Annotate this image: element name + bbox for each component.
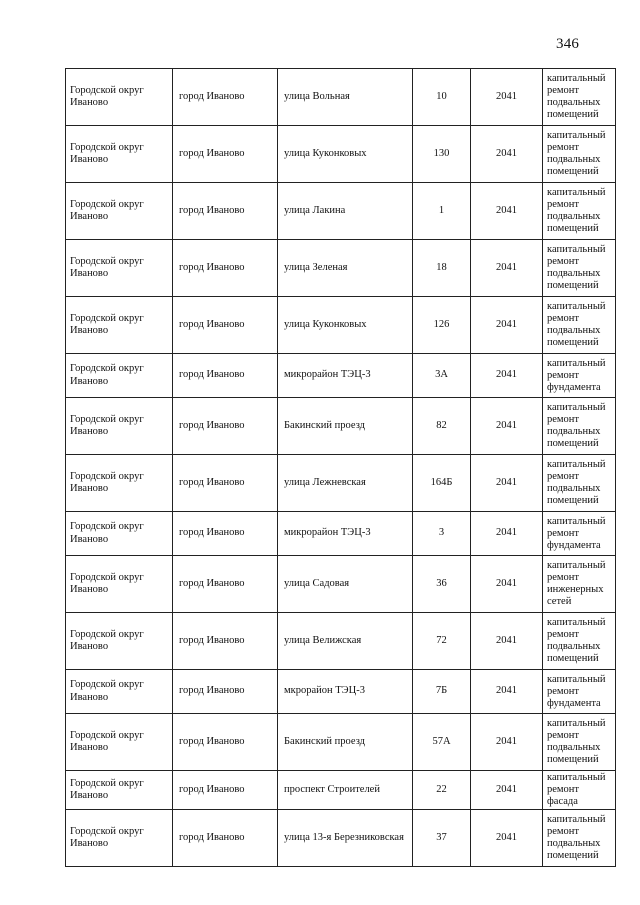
work-type-cell: капитальный ремонт подвальных помещений <box>543 810 616 867</box>
district-cell: Городской округ Иваново <box>66 556 173 613</box>
house-number-cell: 37 <box>413 810 471 867</box>
city-cell: город Иваново <box>173 126 278 183</box>
work-type-cell: капитальный ремонт подвальных помещений <box>543 297 616 354</box>
year-cell: 2041 <box>471 512 543 556</box>
year-cell: 2041 <box>471 69 543 126</box>
city-cell: город Иваново <box>173 69 278 126</box>
district-cell: Городской округ Иваново <box>66 183 173 240</box>
repair-schedule-table <box>65 68 616 867</box>
city-cell: город Иваново <box>173 354 278 398</box>
table-body <box>66 69 616 867</box>
city-cell: город Иваново <box>173 398 278 455</box>
year-cell: 2041 <box>471 183 543 240</box>
street-cell: улица 13-я Березниковская <box>278 810 413 867</box>
city-cell: город Иваново <box>173 613 278 670</box>
table-row <box>66 126 616 183</box>
year-cell: 2041 <box>471 297 543 354</box>
district-cell: Городской округ Иваново <box>66 670 173 714</box>
street-cell: улица Лакина <box>278 183 413 240</box>
table-row <box>66 183 616 240</box>
district-cell: Городской округ Иваново <box>66 455 173 512</box>
year-cell: 2041 <box>471 126 543 183</box>
table-row <box>66 556 616 613</box>
district-cell: Городской округ Иваново <box>66 714 173 771</box>
work-type-cell: капитальный ремонт фундамента <box>543 512 616 556</box>
house-number-cell: 3А <box>413 354 471 398</box>
table-row <box>66 354 616 398</box>
year-cell: 2041 <box>471 613 543 670</box>
street-cell: улица Зеленая <box>278 240 413 297</box>
work-type-cell: капитальный ремонт фасада <box>543 771 616 810</box>
table-row <box>66 297 616 354</box>
table-row <box>66 69 616 126</box>
city-cell: город Иваново <box>173 455 278 512</box>
house-number-cell: 130 <box>413 126 471 183</box>
house-number-cell: 22 <box>413 771 471 810</box>
work-type-cell: капитальный ремонт подвальных помещений <box>543 613 616 670</box>
table-row <box>66 714 616 771</box>
street-cell: улица Куконковых <box>278 297 413 354</box>
city-cell: город Иваново <box>173 240 278 297</box>
table-row <box>66 771 616 810</box>
street-cell: улица Лежневская <box>278 455 413 512</box>
year-cell: 2041 <box>471 240 543 297</box>
year-cell: 2041 <box>471 670 543 714</box>
street-cell: проспект Строителей <box>278 771 413 810</box>
work-type-cell: капитальный ремонт подвальных помещений <box>543 126 616 183</box>
table-row <box>66 398 616 455</box>
year-cell: 2041 <box>471 354 543 398</box>
work-type-cell: капитальный ремонт подвальных помещений <box>543 455 616 512</box>
district-cell: Городской округ Иваново <box>66 810 173 867</box>
house-number-cell: 72 <box>413 613 471 670</box>
district-cell: Городской округ Иваново <box>66 771 173 810</box>
table-row <box>66 670 616 714</box>
city-cell: город Иваново <box>173 556 278 613</box>
street-cell: микрорайон ТЭЦ-3 <box>278 512 413 556</box>
work-type-cell: капитальный ремонт подвальных помещений <box>543 183 616 240</box>
year-cell: 2041 <box>471 455 543 512</box>
street-cell: микрорайон ТЭЦ-3 <box>278 354 413 398</box>
district-cell: Городской округ Иваново <box>66 354 173 398</box>
table-row <box>66 613 616 670</box>
page-number: 346 <box>556 36 580 52</box>
city-cell: город Иваново <box>173 297 278 354</box>
street-cell: улица Садовая <box>278 556 413 613</box>
work-type-cell: капитальный ремонт подвальных помещений <box>543 69 616 126</box>
year-cell: 2041 <box>471 398 543 455</box>
house-number-cell: 10 <box>413 69 471 126</box>
work-type-cell: капитальный ремонт подвальных помещений <box>543 398 616 455</box>
city-cell: город Иваново <box>173 771 278 810</box>
house-number-cell: 57А <box>413 714 471 771</box>
work-type-cell: капитальный ремонт подвальных помещений <box>543 714 616 771</box>
table-row <box>66 455 616 512</box>
year-cell: 2041 <box>471 771 543 810</box>
year-cell: 2041 <box>471 810 543 867</box>
work-type-cell: капитальный ремонт инженерных сетей <box>543 556 616 613</box>
city-cell: город Иваново <box>173 670 278 714</box>
street-cell: улица Куконковых <box>278 126 413 183</box>
house-number-cell: 126 <box>413 297 471 354</box>
city-cell: город Иваново <box>173 714 278 771</box>
table-row <box>66 512 616 556</box>
street-cell: улица Велижская <box>278 613 413 670</box>
work-type-cell: капитальный ремонт фундамента <box>543 354 616 398</box>
city-cell: город Иваново <box>173 512 278 556</box>
year-cell: 2041 <box>471 714 543 771</box>
street-cell: мкрорайон ТЭЦ-3 <box>278 670 413 714</box>
district-cell: Городской округ Иваново <box>66 126 173 183</box>
city-cell: город Иваново <box>173 183 278 240</box>
district-cell: Городской округ Иваново <box>66 512 173 556</box>
year-cell: 2041 <box>471 556 543 613</box>
house-number-cell: 18 <box>413 240 471 297</box>
district-cell: Городской округ Иваново <box>66 69 173 126</box>
house-number-cell: 3 <box>413 512 471 556</box>
street-cell: Бакинский проезд <box>278 398 413 455</box>
street-cell: Бакинский проезд <box>278 714 413 771</box>
work-type-cell: капитальный ремонт фундамента <box>543 670 616 714</box>
district-cell: Городской округ Иваново <box>66 398 173 455</box>
table-row <box>66 240 616 297</box>
house-number-cell: 164Б <box>413 455 471 512</box>
district-cell: Городской округ Иваново <box>66 297 173 354</box>
district-cell: Городской округ Иваново <box>66 240 173 297</box>
work-type-cell: капитальный ремонт подвальных помещений <box>543 240 616 297</box>
district-cell: Городской округ Иваново <box>66 613 173 670</box>
house-number-cell: 7Б <box>413 670 471 714</box>
house-number-cell: 82 <box>413 398 471 455</box>
city-cell: город Иваново <box>173 810 278 867</box>
table-row <box>66 810 616 867</box>
house-number-cell: 1 <box>413 183 471 240</box>
house-number-cell: 36 <box>413 556 471 613</box>
street-cell: улица Вольная <box>278 69 413 126</box>
